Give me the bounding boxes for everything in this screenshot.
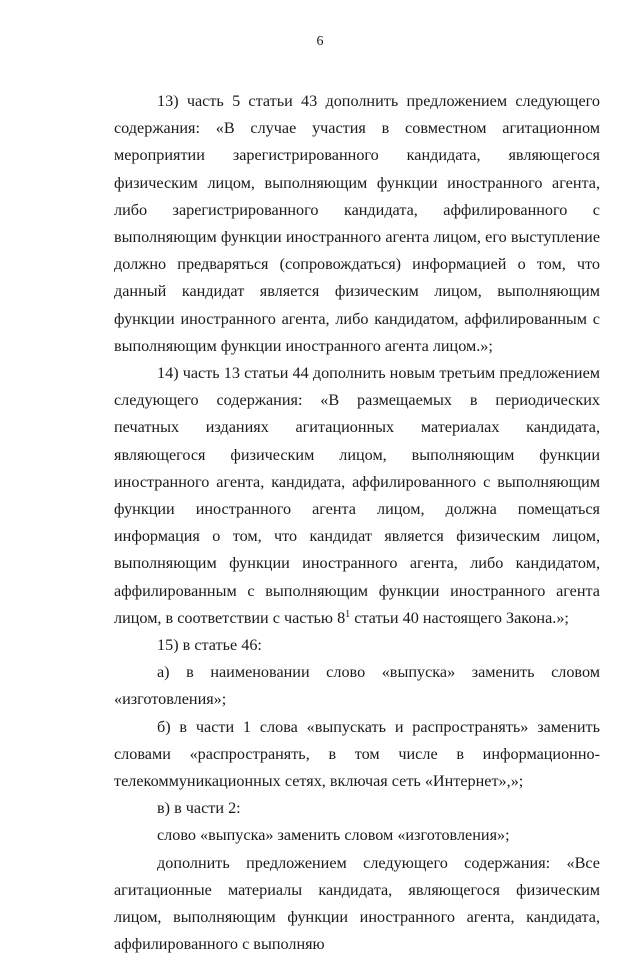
paragraph-item-14 <box>114 360 600 632</box>
paragraph-replace-word: слово «выпуска» заменить словом «изготовления»; <box>157 826 510 845</box>
paragraph-item-13: 13) часть 5 статьи 43 дополнить предложением следующего содержания: «В случае участия в совместном агитационном мероприятии зарегистрированного кандидата, являющегося физическим лицом, выполняющим функции иностранного агента, либо зарегистрированного кандидата, аффилированного с выполняющим функции иностранного агента лицом, его выступление должно предваряться (сопровождаться) информацией о том, что данный кандидат является физическим лицом, выполняющим функции иностранного агента, либо кандидатом, аффилированным с выполняющим функции иностранного агента лицом.»; <box>114 92 600 355</box>
paragraph-subitem-a: а) в наименовании слово «выпуска» заменить словом «изготовления»; <box>114 663 600 709</box>
paragraph-add-sentence: дополнить предложением следующего содержания: «Все агитационные материалы кандидата, являющегося физическим лицом, выполняющим функции иностранного агента, кандидата, аффилированного с выполняю <box>114 853 600 954</box>
document-body <box>114 88 600 959</box>
paragraph-14-text: 14) часть 13 статьи 44 дополнить новым третьим предложением следующего содержания: «В размещаемых в периодических печатных изданиях агитационных материалах кандидата, являющегося физическим лицом, выполняющим функции иностранного агента, кандидата, аффилированного с выполняющим функции иностранного агента лицом, должна помещаться информация о том, что кандидат является физическим лицом, выполняющим функции иностранного агента, либо кандидатом, аффилированным с выполняющим функции иностранного агента лицом, в соответствии с частью 8 <box>114 364 600 627</box>
paragraph-subitem-b: б) в части 1 слова «выпускать и распространять» заменить словами «распространять, в том числе в информационно-телекоммуникационных сетях, включая сеть «Интернет»,»; <box>114 717 600 791</box>
paragraph-subitem-v: в) в части 2: <box>157 799 241 818</box>
superscript-index: 1 <box>345 608 351 620</box>
paragraph-item-15: 15) в статье 46: <box>157 636 262 655</box>
paragraph-14-tail: статьи 40 настоящего Закона.»; <box>350 608 569 627</box>
page-number: 6 <box>316 34 324 49</box>
